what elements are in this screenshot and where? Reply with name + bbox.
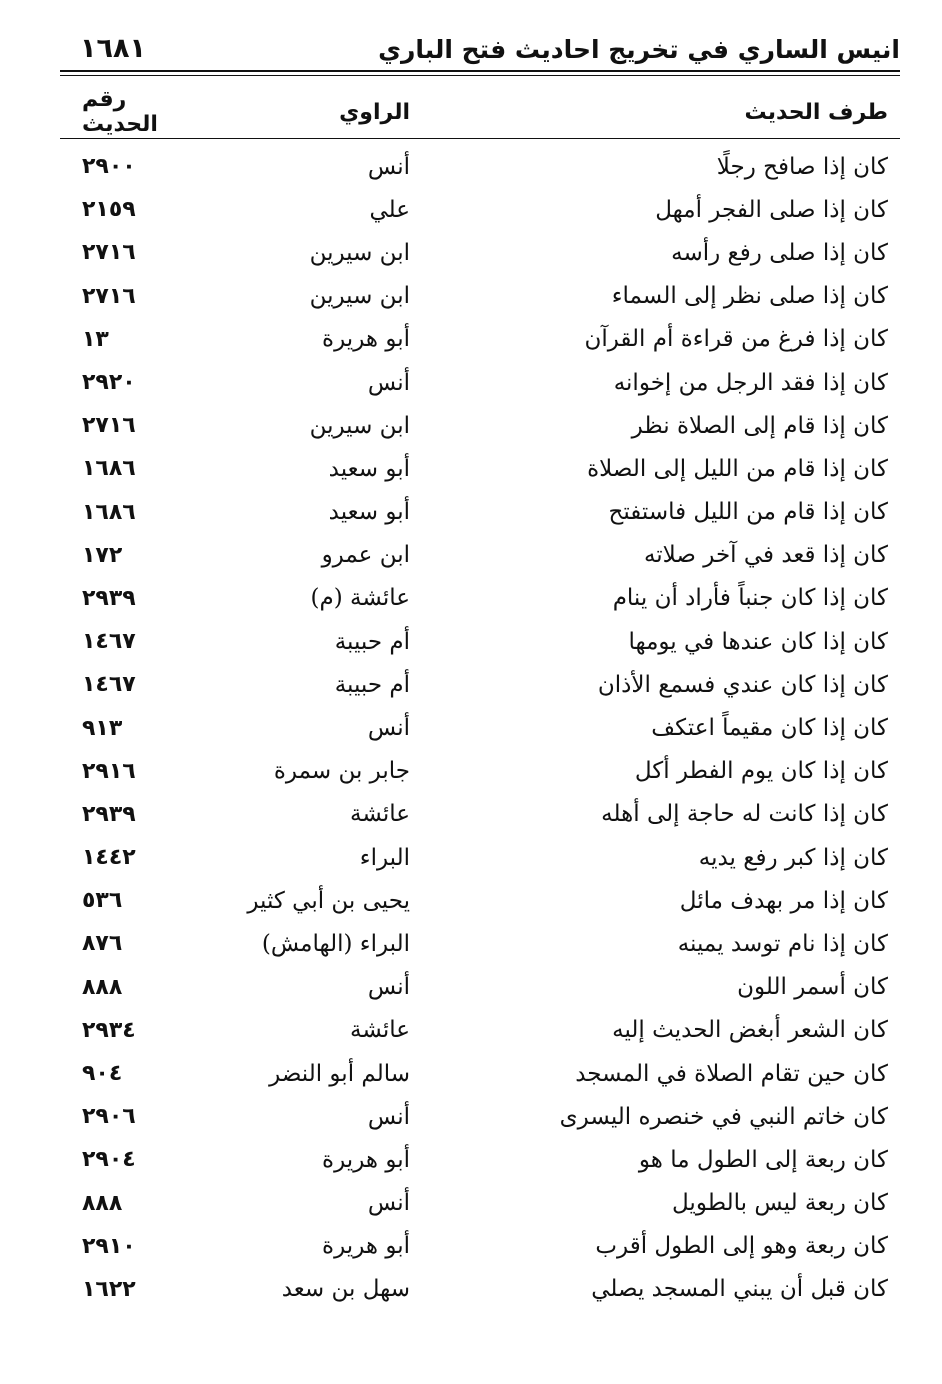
narrator-cell: جابر بن سمرة: [273, 758, 410, 785]
table-row: [60, 534, 900, 577]
hadith-start-cell: كان إذا نام توسد يمينه: [677, 930, 888, 957]
table-row: [60, 188, 900, 231]
hadith-number-cell: ٢٩٠٠: [82, 154, 136, 180]
hadith-start-cell: كان إذا صافح رجلًا: [716, 153, 888, 180]
narrator-cell: أم حبيبة: [334, 628, 410, 655]
table-row: [60, 620, 900, 663]
narrator-cell: أم حبيبة: [334, 671, 410, 698]
narrator-cell: أبو سعيد: [328, 455, 410, 482]
column-headers: [60, 87, 900, 137]
hadith-start-cell: كان إذا صلى رفع رأسه: [671, 239, 888, 266]
hadith-start-cell: كان إذا كانت له حاجة إلى أهله: [601, 801, 888, 828]
hadith-start-cell: كان حين تقام الصلاة في المسجد: [575, 1060, 888, 1087]
hadith-start-cell: كان خاتم النبي في خنصره اليسرى: [559, 1103, 888, 1130]
narrator-cell: أنس: [367, 1103, 410, 1130]
narrator-cell: أبو سعيد: [328, 499, 410, 526]
table-row: [60, 491, 900, 534]
narrator-cell: أنس: [367, 369, 410, 396]
hadith-start-cell: كان إذا قام من الليل إلى الصلاة: [587, 455, 888, 482]
hadith-number-cell: ٨٧٦: [82, 931, 123, 957]
narrator-cell: عائشة: [350, 801, 410, 828]
hadith-number-cell: ١٦٨٦: [82, 499, 136, 525]
hadith-number-cell: ٩٠٤: [82, 1061, 123, 1087]
narrator-cell: سهل بن سعد: [281, 1276, 410, 1303]
narrator-cell: عائشة: [350, 1017, 410, 1044]
table-row: [60, 966, 900, 1009]
narrator-cell: البراء: [359, 844, 410, 871]
hadith-start-cell: كان الشعر أبغض الحديث إليه: [612, 1017, 888, 1044]
table-row: [60, 663, 900, 706]
hadith-start-cell: كان أسمر اللون: [737, 974, 888, 1001]
document-page: [60, 22, 900, 1311]
hadith-number-cell: ٢٧١٦: [82, 283, 136, 309]
hadith-number-cell: ٢٩١٦: [82, 758, 136, 784]
hadith-start-cell: كان إذا كان يوم الفطر أكل: [634, 758, 888, 785]
hadith-start-cell: كان إذا مر بهدف مائل: [679, 887, 888, 914]
hadith-number-cell: ١٧٢: [82, 542, 123, 568]
header-narrator: الراوي: [339, 99, 410, 125]
narrator-cell: علي: [369, 196, 410, 223]
table-row: [60, 145, 900, 188]
column-header-rule: [60, 138, 900, 139]
book-title: انيس الساري في تخريج احاديث فتح الباري: [378, 35, 900, 64]
narrator-cell: أنس: [367, 974, 410, 1001]
hadith-number-cell: ١٤٦٧: [82, 629, 136, 655]
page-number: ١٦٨١: [80, 33, 146, 64]
narrator-cell: سالم أبو النضر: [269, 1060, 410, 1087]
hadith-start-cell: كان إذا فقد الرجل من إخوانه: [613, 369, 888, 396]
table-row: [60, 1009, 900, 1052]
hadith-start-cell: كان إذا صلى الفجر أمهل: [655, 196, 888, 223]
hadith-number-cell: ١٦٨٦: [82, 456, 136, 482]
hadith-start-cell: كان إذا قعد في آخر صلاته: [643, 542, 888, 569]
narrator-cell: ابن سيرين: [309, 239, 410, 266]
table-row: [60, 922, 900, 965]
table-row: [60, 447, 900, 490]
table-row: [60, 706, 900, 749]
narrator-cell: البراء (الهامش): [261, 930, 410, 957]
header-hadith-number: رقم الحديث: [82, 87, 158, 137]
hadith-start-cell: كان إذا كان مقيماً اعتكف: [651, 715, 888, 742]
narrator-cell: أبو هريرة: [322, 326, 410, 353]
hadith-number-cell: ٨٨٨: [82, 974, 123, 1000]
hadith-number-cell: ١٦٢٢: [82, 1276, 136, 1302]
header-rule: [60, 70, 900, 76]
hadith-start-cell: كان إذا كان عندي فسمع الأذان: [597, 671, 888, 698]
narrator-cell: أنس: [367, 153, 410, 180]
narrator-cell: أنس: [367, 715, 410, 742]
table-row: [60, 836, 900, 879]
hadith-number-cell: ١٣: [82, 326, 109, 352]
hadith-start-cell: كان إذا قام إلى الصلاة نظر: [631, 412, 888, 439]
table-row: [60, 361, 900, 404]
hadith-number-cell: ٨٨٨: [82, 1190, 123, 1216]
hadith-number-cell: ٩١٣: [82, 715, 123, 741]
narrator-cell: عائشة (م): [310, 585, 410, 612]
hadith-start-cell: كان ربعة وهو إلى الطول أقرب: [595, 1233, 888, 1260]
table-row: [60, 231, 900, 274]
hadith-start-cell: كان إذا فرغ من قراءة أم القرآن: [584, 326, 888, 353]
narrator-cell: ابن سيرين: [309, 283, 410, 310]
hadith-number-cell: ٢٩٣٤: [82, 1017, 136, 1043]
hadith-number-cell: ٢٧١٦: [82, 413, 136, 439]
narrator-cell: ابن عمرو: [321, 542, 410, 569]
hadith-start-cell: كان إذا صلى نظر إلى السماء: [611, 283, 888, 310]
table-row: [60, 1138, 900, 1181]
table-row: [60, 577, 900, 620]
hadith-start-cell: كان قبل أن يبني المسجد يصلي: [591, 1276, 888, 1303]
table-row: [60, 1268, 900, 1311]
hadith-number-cell: ٢٩١٠: [82, 1233, 136, 1259]
hadith-start-cell: كان إذا كان عندها في يومها: [628, 628, 888, 655]
table-row: [60, 750, 900, 793]
hadith-number-cell: ١٤٤٢: [82, 845, 136, 871]
table-row: [60, 318, 900, 361]
hadith-number-cell: ١٤٦٧: [82, 672, 136, 698]
table-row: [60, 275, 900, 318]
narrator-cell: أبو هريرة: [322, 1233, 410, 1260]
hadith-number-cell: ٢٩٣٩: [82, 585, 136, 611]
narrator-cell: يحيى بن أبي كثير: [247, 887, 410, 914]
hadith-index-table: [60, 145, 900, 1311]
table-row: [60, 879, 900, 922]
table-row: [60, 1225, 900, 1268]
narrator-cell: أبو هريرة: [322, 1146, 410, 1173]
narrator-cell: ابن سيرين: [309, 412, 410, 439]
hadith-start-cell: كان إذا كبر رفع يديه: [698, 844, 888, 871]
hadith-start-cell: كان ربعة إلى الطول ما هو: [638, 1146, 888, 1173]
hadith-start-cell: كان إذا قام من الليل فاستفتح: [608, 499, 888, 526]
table-row: [60, 1182, 900, 1225]
hadith-number-cell: ٥٣٦: [82, 888, 123, 914]
header-hadith-start: طرف الحديث: [744, 99, 888, 125]
hadith-number-cell: ٢٩٢٠: [82, 370, 136, 396]
hadith-number-cell: ٢٧١٦: [82, 240, 136, 266]
table-row: [60, 793, 900, 836]
hadith-number-cell: ٢١٥٩: [82, 197, 136, 223]
narrator-cell: أنس: [367, 1190, 410, 1217]
running-head: [60, 22, 900, 64]
hadith-number-cell: ٢٩٣٩: [82, 801, 136, 827]
table-row: [60, 404, 900, 447]
hadith-start-cell: كان ربعة ليس بالطويل: [672, 1190, 888, 1217]
table-row: [60, 1095, 900, 1138]
hadith-number-cell: ٢٩٠٤: [82, 1147, 136, 1173]
hadith-number-cell: ٢٩٠٦: [82, 1104, 136, 1130]
hadith-start-cell: كان إذا كان جنباً فأراد أن ينام: [612, 585, 888, 612]
table-row: [60, 1052, 900, 1095]
